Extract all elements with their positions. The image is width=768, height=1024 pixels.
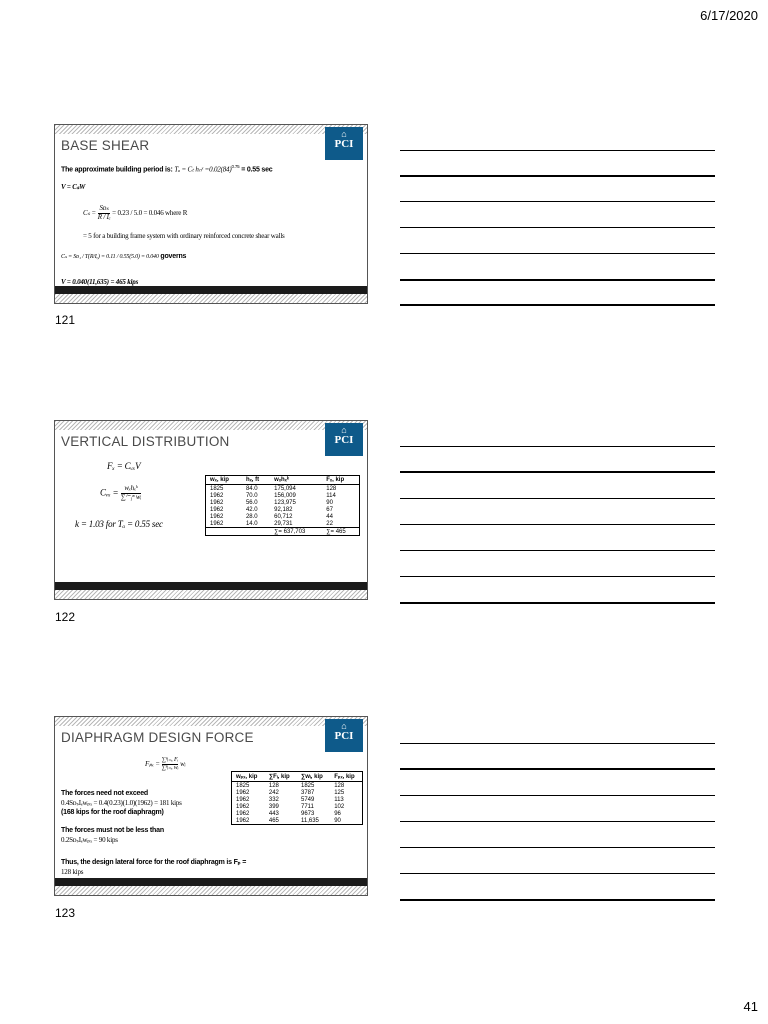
slide-diaphragm-design-force (54, 716, 368, 896)
slide-base-shear (54, 124, 368, 304)
column-header: wₚₓ, kip (232, 772, 265, 782)
pci-logo-text: PCI (334, 730, 354, 742)
note-line (400, 227, 715, 228)
table-cell: 70.0 (245, 492, 258, 499)
note-line (400, 743, 715, 744)
fx-equation: Fₓ = CᵥₓV (107, 461, 141, 471)
table-cell: 443 (268, 810, 279, 817)
v-equation: V = CₛW (61, 183, 86, 191)
table-cell: 102 (334, 803, 345, 810)
table-header-row (232, 772, 363, 782)
fpx-numerator: ∑ⁿᵢ₌ₓ Fᵢ (161, 757, 179, 763)
table-row (206, 513, 360, 520)
table-cell: 28.0 (245, 513, 258, 520)
table-cell: 1962 (210, 513, 224, 520)
table-cell: 1962 (236, 810, 250, 817)
slide-hatch-bottom (55, 294, 367, 303)
note-line (400, 873, 715, 874)
table-cell (206, 528, 242, 536)
table-cell: 128 (326, 485, 337, 492)
slide-number-121: 121 (55, 313, 76, 327)
table-row (232, 810, 363, 817)
table-total: ∑= 465 (322, 528, 359, 536)
column-header: ∑Fᵢ, kip (265, 772, 297, 782)
table-cell: 156,009 (274, 492, 296, 499)
slide-vertical-distribution (54, 420, 368, 600)
table-cell: 1962 (210, 506, 224, 513)
table-cell: 175,094 (274, 485, 296, 492)
note-line (400, 279, 715, 281)
note-line (400, 201, 715, 202)
slide-hatch-top (55, 421, 367, 430)
period-text: The approximate building period is: (61, 166, 175, 174)
v-result: V = 0.040(11,635) = 465 kips (61, 278, 139, 286)
slide-title: DIAPHRAGM DESIGN FORCE (61, 730, 254, 745)
slide-hatch-bottom (55, 590, 367, 599)
note-line (400, 550, 715, 551)
p2-text: The forces must not be less than (61, 827, 164, 834)
note-line (400, 446, 715, 447)
cvx-fraction (121, 485, 142, 501)
diaphragm-force-table (231, 771, 363, 825)
note-line (400, 150, 715, 151)
column-header: Fₚₓ, kip (330, 772, 362, 782)
table-cell: 1962 (210, 499, 224, 506)
p2-equation: 0.2SᴅₛIₑwₚₓ = 90 kips (61, 836, 118, 844)
table-cell: 96 (334, 810, 341, 817)
cs-mid: = 0.23 / 5.0 = 0.046 where R (112, 209, 188, 218)
table-cell: 90 (334, 817, 341, 824)
p3-value: 128 kips (61, 868, 84, 876)
cs-lhs: Cₛ = (83, 209, 96, 218)
table-cell: 465 (268, 817, 279, 824)
table-row (232, 817, 363, 825)
table-row (206, 485, 360, 493)
note-line (400, 253, 715, 254)
table-cell: 92,182 (274, 506, 293, 513)
table-cell: 242 (268, 789, 279, 796)
table-cell: 11,635 (300, 817, 319, 824)
cs-equation (83, 205, 187, 221)
pci-logo-mark-icon: ⌂ (341, 425, 347, 435)
table-cell: 42.0 (245, 506, 258, 513)
vertical-distribution-table (205, 475, 360, 536)
period-line (61, 164, 272, 173)
table-row (206, 499, 360, 506)
table-cell: 128 (268, 782, 279, 789)
period-result: = 0.55 sec (239, 166, 273, 174)
note-line (400, 821, 715, 822)
r-note: = 5 for a building frame system with ordinary reinforced concrete shear walls (83, 232, 285, 240)
table-cell: 1962 (210, 520, 224, 527)
table-cell: 7711 (300, 803, 314, 810)
note-line (400, 304, 715, 306)
slide-hatch-top (55, 125, 367, 134)
note-line (400, 768, 715, 770)
fpx-denominator: ∑ⁿᵢ₌ₓ wᵢ (161, 764, 179, 771)
table-cell: 3787 (300, 789, 315, 796)
note-line (400, 899, 715, 901)
table-cell: 1962 (236, 817, 250, 824)
slide-footer-bar (55, 878, 367, 886)
period-exponent: 0.75 (231, 164, 240, 169)
table-row (232, 782, 363, 790)
table-cell: 123,975 (274, 499, 296, 506)
pci-logo-mark-icon: ⌂ (341, 129, 347, 139)
table-cell: 1825 (210, 485, 224, 492)
note-line (400, 175, 715, 177)
note-line (400, 576, 715, 577)
pci-logo (325, 423, 363, 456)
pci-logo (325, 719, 363, 752)
table-cell: 128 (334, 782, 345, 789)
table-cell: 1962 (236, 796, 250, 803)
table-cell: 1962 (236, 789, 250, 796)
table-cell: 22 (326, 520, 333, 527)
slide-footer-bar (55, 286, 367, 294)
k-equation: k = 1.03 for Tₐ = 0.55 sec (75, 519, 163, 529)
table-cell (242, 528, 270, 536)
fpx-equation (145, 757, 185, 771)
table-cell: 56.0 (245, 499, 258, 506)
pci-logo-text: PCI (334, 434, 354, 446)
header-date: 6/17/2020 (700, 8, 758, 23)
p1-note: (168 kips for the roof diaphragm) (61, 809, 164, 816)
slide-hatch-bottom (55, 886, 367, 895)
table-cell: 1825 (300, 782, 315, 789)
pci-logo-mark-icon: ⌂ (341, 721, 347, 731)
period-formula: Tₐ = Cₜ hₙˣ =0.02(84) (174, 165, 232, 174)
table-total-row (206, 528, 360, 536)
fpx-fraction (162, 757, 179, 771)
slide-title: BASE SHEAR (61, 138, 150, 153)
table-cell: 67 (326, 506, 333, 513)
table-cell: 1825 (236, 782, 250, 789)
table-cell: 60,712 (274, 513, 293, 520)
table-row (232, 789, 363, 796)
cs2-formula: Cₛ = Sᴅ₁ / T(R/Iₑ) = 0.11 / 0.55(5.0) = 0.040 (61, 254, 159, 260)
cs-fraction (98, 205, 111, 221)
table-cell: 1962 (236, 803, 250, 810)
cs-numerator: Sᴅₛ (99, 204, 109, 212)
p1-equation: 0.4SᴅₛIₑwₚₓ = 0.4(0.23)(1.0)(1962) = 181 kips (61, 799, 182, 807)
note-line (400, 498, 715, 499)
table-cell: 5749 (300, 796, 315, 803)
slide-number-123: 123 (55, 906, 76, 920)
table-cell: 14.0 (245, 520, 258, 527)
note-line (400, 602, 715, 604)
slide-number-122: 122 (55, 610, 76, 624)
column-header: wₓ, kip (206, 476, 242, 485)
slide-footer-bar (55, 582, 367, 590)
table-header-row (206, 476, 360, 485)
column-header: ∑wᵢ, kip (297, 772, 330, 782)
note-line (400, 524, 715, 525)
table-cell: 90 (326, 499, 333, 506)
cvx-denominator: ∑ⁱ⁼₁ⁿ wᵢ (120, 492, 142, 501)
cs-denominator: R / Iₑ (97, 212, 111, 221)
cvx-lhs: Cᵥₓ = (100, 487, 119, 498)
cs2-equation (61, 253, 186, 260)
slide-hatch-top (55, 717, 367, 726)
note-line (400, 847, 715, 848)
table-row (206, 520, 360, 528)
cvx-numerator: wₓhₓᵏ (121, 485, 142, 494)
pci-logo-text: PCI (334, 138, 354, 150)
table-cell: 399 (268, 803, 279, 810)
p1-text: The forces need not exceed (61, 790, 148, 797)
table-cell: 44 (326, 513, 333, 520)
table-total: ∑= 637,703 (270, 528, 322, 536)
note-line (400, 795, 715, 796)
pci-logo (325, 127, 363, 160)
fpx-rhs: wᵢ (180, 759, 186, 768)
table-cell: 9673 (300, 810, 315, 817)
table-cell: 125 (334, 789, 345, 796)
table-row (206, 506, 360, 513)
p3-text: Thus, the design lateral force for the roof diaphragm is Fₚ = (61, 859, 247, 866)
cvx-equation (100, 485, 141, 501)
fpx-lhs: Fₚₓ = (145, 759, 160, 768)
table-cell: 84.0 (245, 485, 258, 492)
table-cell: 332 (268, 796, 279, 803)
table-row (206, 492, 360, 499)
table-cell: 29,731 (274, 520, 293, 527)
column-header: Fₓ, kip (322, 476, 359, 485)
column-header: wₓhₓᵏ (270, 476, 322, 485)
table-row (232, 796, 363, 803)
table-cell: 113 (334, 796, 344, 803)
table-cell: 114 (326, 492, 336, 499)
page-number: 41 (743, 999, 758, 1014)
slide-title: VERTICAL DISTRIBUTION (61, 434, 230, 449)
governs-text: governs (158, 253, 187, 260)
table-row (232, 803, 363, 810)
table-cell: 1962 (210, 492, 224, 499)
column-header: hₓ, ft (242, 476, 270, 485)
note-line (400, 471, 715, 473)
